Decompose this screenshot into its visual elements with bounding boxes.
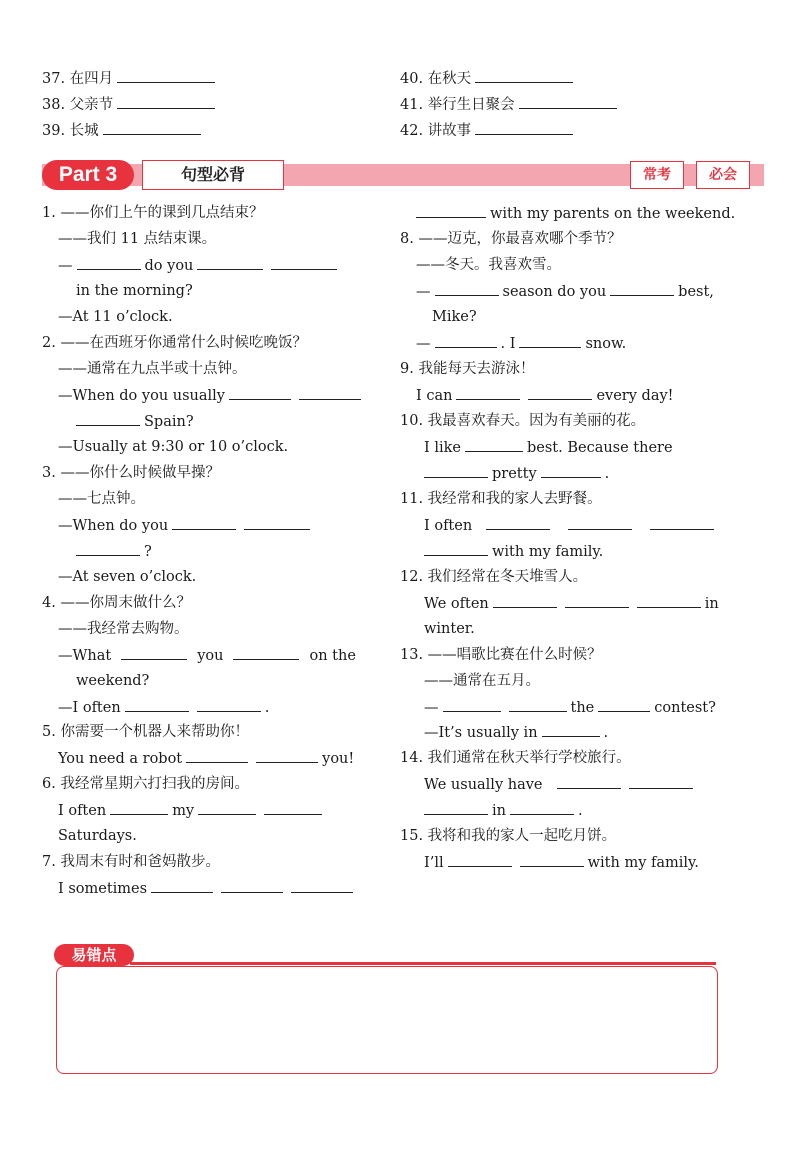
vocab-item-41: 41. 举行生日聚会 (400, 94, 621, 115)
answer-blank[interactable] (229, 385, 291, 400)
question-3-line-1: —When do you (58, 515, 314, 536)
answer-blank[interactable] (509, 697, 567, 712)
question-7-line-1: I sometimes (58, 878, 357, 899)
error-section-rule (130, 962, 716, 965)
question-1-prompt: 1. ——你们上午的课到几点结束？ (42, 205, 264, 221)
error-section-label: 易错点 (54, 944, 134, 966)
answer-blank[interactable] (528, 385, 592, 400)
question-10-line-2: pretty . (424, 463, 609, 484)
question-12-prompt: 12. 我们经常在冬天堆雪人。 (400, 569, 588, 585)
answer-blank[interactable] (424, 800, 488, 815)
question-9-prompt: 9. 我能每天去游泳！ (400, 361, 535, 377)
question-14-line-2: in . (424, 800, 583, 821)
vocab-item-40: 40. 在秋天 (400, 68, 577, 89)
answer-blank[interactable] (475, 68, 573, 83)
answer-blank[interactable] (76, 541, 140, 556)
question-2-line-3: —Usually at 9:30 or 10 o’clock. (58, 439, 289, 455)
question-15-line-1: I’ll with my family. (424, 852, 699, 873)
question-5-line-1: You need a robot you! (58, 748, 354, 769)
answer-blank[interactable] (493, 593, 557, 608)
answer-blank[interactable] (299, 385, 361, 400)
question-14-prompt: 14. 我们通常在秋天举行学校旅行。 (400, 750, 631, 766)
question-4-line-2: weekend? (76, 673, 150, 689)
question-8-answer-cn: ——冬天。我喜欢雪。 (416, 257, 561, 273)
question-12-line-2: winter. (424, 621, 475, 637)
part-label: Part 3 (42, 160, 134, 190)
question-6-prompt: 6. 我经常星期六打扫我的房间。 (42, 776, 249, 792)
vocab-item-37: 37. 在四月 (42, 68, 219, 89)
answer-blank[interactable] (519, 94, 617, 109)
question-4-prompt: 4. ——你周末做什么？ (42, 595, 191, 611)
answer-blank[interactable] (264, 800, 322, 815)
answer-blank[interactable] (256, 748, 318, 763)
question-10-prompt: 10. 我最喜欢春天。因为有美丽的花。 (400, 413, 646, 429)
question-5-prompt: 5. 你需要一个机器人来帮助你！ (42, 724, 249, 740)
question-6-line-1: I often my (58, 800, 326, 821)
answer-blank[interactable] (271, 255, 337, 270)
vocab-item-42: 42. 讲故事 (400, 120, 577, 141)
tag-must-know: 必会 (696, 161, 750, 189)
question-10-line-1: I like best. Because there (424, 437, 673, 458)
answer-blank[interactable] (443, 697, 501, 712)
answer-blank[interactable] (557, 774, 621, 789)
question-3-prompt: 3. ——你什么时候做早操？ (42, 465, 220, 481)
answer-blank[interactable] (125, 697, 189, 712)
question-2-line-2: Spain? (76, 411, 194, 432)
answer-blank[interactable] (435, 281, 499, 296)
answer-blank[interactable] (435, 333, 497, 348)
question-4-line-3: —I often . (58, 697, 269, 718)
answer-blank[interactable] (172, 515, 236, 530)
answer-blank[interactable] (197, 255, 263, 270)
vocab-item-39: 39. 长城 (42, 120, 205, 141)
question-7-prompt: 7. 我周末有时和爸妈散步。 (42, 854, 220, 870)
question-8-line-1: — season do you best, (416, 281, 714, 302)
question-3-line-2: ? (76, 541, 152, 562)
answer-blank[interactable] (568, 515, 632, 530)
answer-blank[interactable] (542, 722, 600, 737)
question-8-line-2: Mike? (432, 309, 477, 325)
answer-blank[interactable] (486, 515, 550, 530)
answer-blank[interactable] (520, 852, 584, 867)
answer-blank[interactable] (291, 878, 353, 893)
question-2-answer-cn: ——通常在九点半或十点钟。 (58, 361, 247, 377)
answer-blank[interactable] (465, 437, 523, 452)
answer-blank[interactable] (541, 463, 601, 478)
question-2-prompt: 2. ——在西班牙你通常什么时候吃晚饭？ (42, 335, 307, 351)
question-14-line-1: We usually have (424, 774, 697, 795)
question-12-line-1: We often in (424, 593, 719, 614)
question-15-prompt: 15. 我将和我的家人一起吃月饼。 (400, 828, 617, 844)
question-8-prompt: 8. ——迈克，你最喜欢哪个季节？ (400, 231, 622, 247)
question-6-line-2: Saturdays. (58, 828, 137, 844)
answer-blank[interactable] (637, 593, 701, 608)
question-13-line-2: —It’s usually in . (424, 722, 608, 743)
answer-blank[interactable] (110, 800, 168, 815)
vocab-item-38: 38. 父亲节 (42, 94, 219, 115)
answer-blank[interactable] (610, 281, 674, 296)
answer-blank[interactable] (244, 515, 310, 530)
answer-blank[interactable] (510, 800, 574, 815)
question-8-line-3: — . I snow. (416, 333, 626, 354)
answer-blank[interactable] (475, 120, 573, 135)
answer-blank[interactable] (76, 411, 140, 426)
answer-blank[interactable] (233, 645, 299, 660)
question-4-answer-cn: ——我经常去购物。 (58, 621, 189, 637)
section-title: 句型必背 (142, 160, 284, 190)
question-1-line-2: in the morning? (76, 283, 193, 299)
answer-blank[interactable] (424, 541, 488, 556)
question-1-line-3: —At 11 o’clock. (58, 309, 173, 325)
question-3-answer-cn: ——七点钟。 (58, 491, 145, 507)
answer-blank[interactable] (77, 255, 141, 270)
question-13-prompt: 13. ——唱歌比赛在什么时候？ (400, 647, 602, 663)
answer-blank[interactable] (629, 774, 693, 789)
question-1-answer-cn: ——我们 11 点结束课。 (58, 231, 217, 247)
question-4-line-1: —What you on the (58, 645, 356, 666)
answer-blank[interactable] (117, 94, 215, 109)
tag-frequent: 常考 (630, 161, 684, 189)
question-9-line-1: I can every day! (416, 385, 673, 406)
answer-blank[interactable] (121, 645, 187, 660)
answer-blank[interactable] (650, 515, 714, 530)
answer-blank[interactable] (456, 385, 520, 400)
question-11-line-1: I often (424, 515, 718, 536)
question-7-line-2: with my parents on the weekend. (416, 203, 735, 224)
part-3-banner (42, 160, 764, 190)
answer-blank[interactable] (186, 748, 248, 763)
answer-blank[interactable] (565, 593, 629, 608)
answer-blank[interactable] (221, 878, 283, 893)
error-notes-box[interactable] (56, 966, 718, 1074)
answer-blank[interactable] (151, 878, 213, 893)
answer-blank[interactable] (198, 800, 256, 815)
question-2-line-1: —When do you usually (58, 385, 365, 406)
question-11-line-2: with my family. (424, 541, 603, 562)
answer-blank[interactable] (519, 333, 581, 348)
question-1-line-1: — do you (58, 255, 341, 276)
answer-blank[interactable] (448, 852, 512, 867)
question-13-line-1: — the contest? (424, 697, 716, 718)
answer-blank[interactable] (117, 68, 215, 83)
question-13-answer-cn: ——通常在五月。 (424, 673, 540, 689)
answer-blank[interactable] (424, 463, 488, 478)
question-11-prompt: 11. 我经常和我的家人去野餐。 (400, 491, 602, 507)
answer-blank[interactable] (197, 697, 261, 712)
answer-blank[interactable] (416, 203, 486, 218)
question-3-line-3: —At seven o’clock. (58, 569, 197, 585)
answer-blank[interactable] (598, 697, 650, 712)
answer-blank[interactable] (103, 120, 201, 135)
